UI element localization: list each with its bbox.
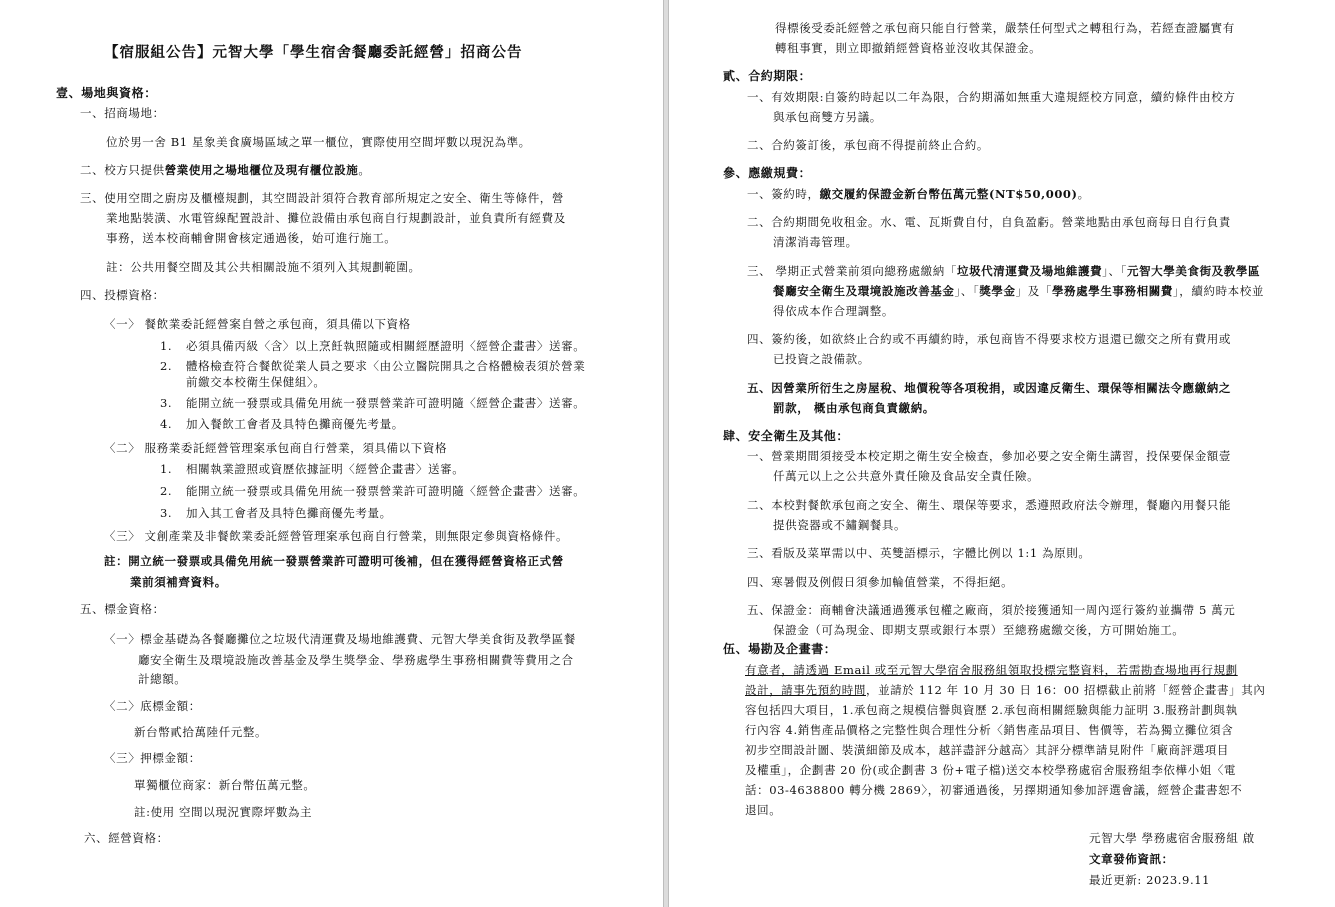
item-operation-qualification-heading: 六、經營資格： [84, 831, 169, 845]
section-1-heading: 壹、場地與資格： [56, 86, 157, 100]
qual-1-1-num: 1. [160, 339, 173, 353]
item-planning-line-2: 業地點裝潢、水電管線配置設計、攤位設備由承包商自行規劃設計，並負責所有經費及 [106, 211, 566, 225]
qual-note-line-1: 註：開立統一發票或具備免用統一發票營業許可證明可後補，但在獲得經營資格正式營 [104, 554, 564, 568]
item-bid-qualification-heading: 四、投標資格： [80, 288, 165, 302]
fee-3-heading: 〈三〉押標金額： [104, 751, 201, 765]
qual-1-heading: 〈一〉 餐飲業委託經營案自營之承包商，須具備以下資格 [104, 317, 411, 331]
document-page-right [668, 0, 1335, 907]
section-4-heading: 肆、安全衛生及其他： [723, 429, 850, 443]
item-planning-line-1: 三、使用空間之廚房及櫃檯規劃，其空間設計須符合教育部所規定之安全、衛生等條件，營 [80, 191, 564, 205]
qual-1-3-text: 能開立統一發票或具備免用統一發票營業許可證明隨〈經營企畫書〉送審。 [186, 396, 586, 410]
qual-1-2-line-2: 前繳交本校衛生保健組〉。 [186, 375, 326, 389]
safety-1-line-1: 一、營業期間須接受本校定期之衛生安全檢查，參加必要之安全衛生講習，投保要保金額壹 [747, 449, 1231, 463]
fee-item-2-line-1: 二、合約期間免收租金。水、電、瓦斯費自付，自負盈虧。營業地點由承包商每日自行負責 [747, 215, 1231, 229]
proposal-line-1: 有意者，請透過 Email 或至元智大學宿舍服務組領取投標完整資料，若需勘查場地再行規劃 [745, 663, 1238, 677]
fee-item-3-line-2: 餐廳安全衛生及環境設施改善基金」、「獎學金」及「學務處學生事務相關費」，續約時本校並 [773, 284, 1264, 298]
continued-line-1: 得標後受委託經營之承包商只能自行營業，嚴禁任何型式之轉租行為，若經查證屬實有 [775, 21, 1235, 35]
qual-1-3-num: 3. [160, 396, 173, 410]
qual-1-4-text: 加入餐飲工會者及具特色攤商優先考量。 [186, 417, 404, 431]
proposal-line-5: 初步空間設計圖、裝潢細節及成本，越詳盡評分越高〉其評分標準請見附件「廠商評選項目 [745, 743, 1229, 757]
safety-5-line-2: 保證金（可為現金、即期支票或銀行本票）至總務處繳交後，方可開始施工。 [773, 623, 1185, 637]
qual-2-2-text: 能開立統一發票或具備免用統一發票營業許可證明隨〈經營企畫書〉送審。 [186, 484, 586, 498]
fee-item-2-line-2: 清潔消毒管理。 [773, 235, 858, 249]
safety-5-line-1: 五、保證金：商輔會決議通過獲承包權之廠商，須於接獲通知一周內逕行簽約並攜帶 5 萬元 [747, 603, 1236, 617]
qual-1-2-num: 2. [160, 359, 173, 373]
proposal-line-7: 話：03-4638800 轉分機 2869〉，初審通過後，另擇期通知參加評選會議，經營企畫書恕不 [745, 783, 1243, 797]
continued-line-2: 轉租事實，則立即撤銷經營資格並沒收其保證金。 [775, 41, 1042, 55]
section-2-heading: 貳、合約期限： [723, 69, 812, 83]
fee-2-text: 新台幣貳拾萬陸仟元整。 [134, 725, 268, 739]
proposal-line-8: 退回。 [745, 803, 782, 817]
fee-1-line-3: 計總額。 [138, 672, 187, 686]
proposal-line-6: 及權重」，企劃書 20 份(或企劃書 3 份+電子檔)送交本校學務處宿舍服務組李依樺小姐〈電 [745, 763, 1237, 777]
safety-2-line-2: 提供瓷器或不鏽鋼餐具。 [773, 518, 907, 532]
fee-1-line-2: 廳安全衛生及環境設施改善基金及學生獎學金、學務處學生事務相關費等費用之合 [138, 653, 574, 667]
section-5-heading: 伍、場勘及企畫書： [723, 642, 837, 656]
item-planning-note: 註：公共用餐空間及其公共相關設施不須列入其規劃範圍。 [106, 260, 421, 274]
qual-2-3-text: 加入其工會者及具特色攤商優先考量。 [186, 506, 392, 520]
publication-info-label: 文章發佈資訊： [1089, 852, 1174, 866]
contract-2-text: 二、合約簽訂後，承包商不得提前終止合約。 [747, 138, 989, 152]
qual-2-1-text: 相關執業證照或資歷依據証明〈經營企畫書〉送審。 [186, 462, 465, 476]
fee-item-3-line-3: 得依成本作合理調整。 [773, 304, 894, 318]
item-venue-text: 位於男一舍 B1 星象美食廣場區域之單一櫃位，實際使用空間坪數以現況為準。 [106, 135, 531, 149]
item-venue-heading: 一、招商場地： [80, 106, 165, 120]
safety-2-line-1: 二、本校對餐飲承包商之安全、衛生、環保等要求，悉遵照政府法令辦理，餐廳內用餐只能 [747, 498, 1231, 512]
fee-item-1: 一、簽約時，繳交履約保證金新台幣伍萬元整(NT$50,000)。 [747, 187, 1090, 201]
qual-2-2-num: 2. [160, 484, 173, 498]
item-planning-line-3: 事務，送本校商輔會開會核定通過後，始可進行施工。 [106, 231, 397, 245]
qual-2-1-num: 1. [160, 462, 173, 476]
safety-3-text: 三、看版及菜單需以中、英雙語標示，字體比例以 1:1 為原則。 [747, 546, 1091, 560]
fee-1-line-1: 〈一〉標金基礎為各餐廳攤位之垃圾代清運費及場地維護費、元智大學美食街及教學區餐 [104, 632, 576, 646]
item-facilities: 二、校方只提供營業使用之場地櫃位及現有櫃位設施。 [80, 163, 371, 177]
fee-2-heading: 〈二〉底標金額： [104, 699, 201, 713]
fee-item-4-line-1: 四、簽約後，如欲終止合約或不再續約時，承包商皆不得要求校方退還已繳交之所有費用或 [747, 332, 1231, 346]
announcement-title: 【宿服組公告】元智大學「學生宿舍餐廳委託經營」招商公告 [104, 44, 523, 61]
qual-1-2-line-1: 體格檢查符合餐飲從業人員之要求〈由公立醫院開具之合格體檢表須於營業 [186, 359, 586, 373]
fee-item-5-line-1: 五、因營業所衍生之房屋稅、地價稅等各項稅捐，或因違反衛生、環保等相關法令應繳納之 [747, 381, 1231, 395]
fee-item-4-line-2: 已投資之設備款。 [773, 352, 870, 366]
qual-1-4-num: 4. [160, 417, 173, 431]
qual-2-heading: 〈二〉 服務業委託經營管理案承包商自行營業，須具備以下資格 [104, 441, 448, 455]
fee-item-5-line-2: 罰款， 概由承包商負責繳納。 [773, 401, 935, 415]
fee-3-text: 單獨櫃位商家：新台幣伍萬元整。 [134, 778, 316, 792]
fee-3-note: 註:使用 空間以現況實際坪數為主 [134, 805, 313, 819]
safety-4-text: 四、寒暑假及例假日須參加輪值營業，不得拒絕。 [747, 575, 1014, 589]
section-3-heading: 參、應繳規費： [723, 166, 812, 180]
fee-item-3-line-1: 三、 學期正式營業前須向總務處繳納「垃圾代清運費及場地維護費」、「元智大學美食街及教學區 [747, 264, 1261, 278]
qual-1-1-text: 必須具備丙級〈含〉以上烹飪執照隨或相關經歷證明〈經營企畫書〉送審。 [186, 339, 586, 353]
contract-1-line-1: 一、有效期限:自簽約時起以二年為限，合約期滿如無重大違規經校方同意，續約條件由校方 [747, 90, 1236, 104]
proposal-line-4: 行內容 4.銷售產品價格之完整性與合理性分析〈銷售產品項目、售價等，若為獨立攤位須含 [745, 723, 1234, 737]
signature-office: 元智大學 學務處宿舍服務組 啟 [1089, 831, 1255, 845]
item-bid-fee-heading: 五、標金資格： [80, 602, 165, 616]
proposal-line-2: 設計，請事先預約時間，並請於 112 年 10 月 30 日 16：00 招標截止前將「經營企畫書」其內 [745, 683, 1266, 697]
proposal-line-3: 容包括四大項目，1.承包商之規模信譽與資歷 2.承包商相關經驗與能力証明 3.服務計劃與執 [745, 703, 1238, 717]
last-updated: 最近更新: 2023.9.11 [1089, 873, 1211, 887]
safety-1-line-2: 仟萬元以上之公共意外責任險及食品安全責任險。 [773, 469, 1040, 483]
qual-2-3-num: 3. [160, 506, 173, 520]
contract-1-line-2: 與承包商雙方另議。 [773, 110, 882, 124]
document-page-left [0, 0, 664, 907]
qual-note-line-2: 業前須補齊資料。 [130, 575, 227, 589]
qual-3-text: 〈三〉 文創產業及非餐飲業委託經營管理案承包商自行營業，則無限定參與資格條件。 [104, 529, 569, 543]
